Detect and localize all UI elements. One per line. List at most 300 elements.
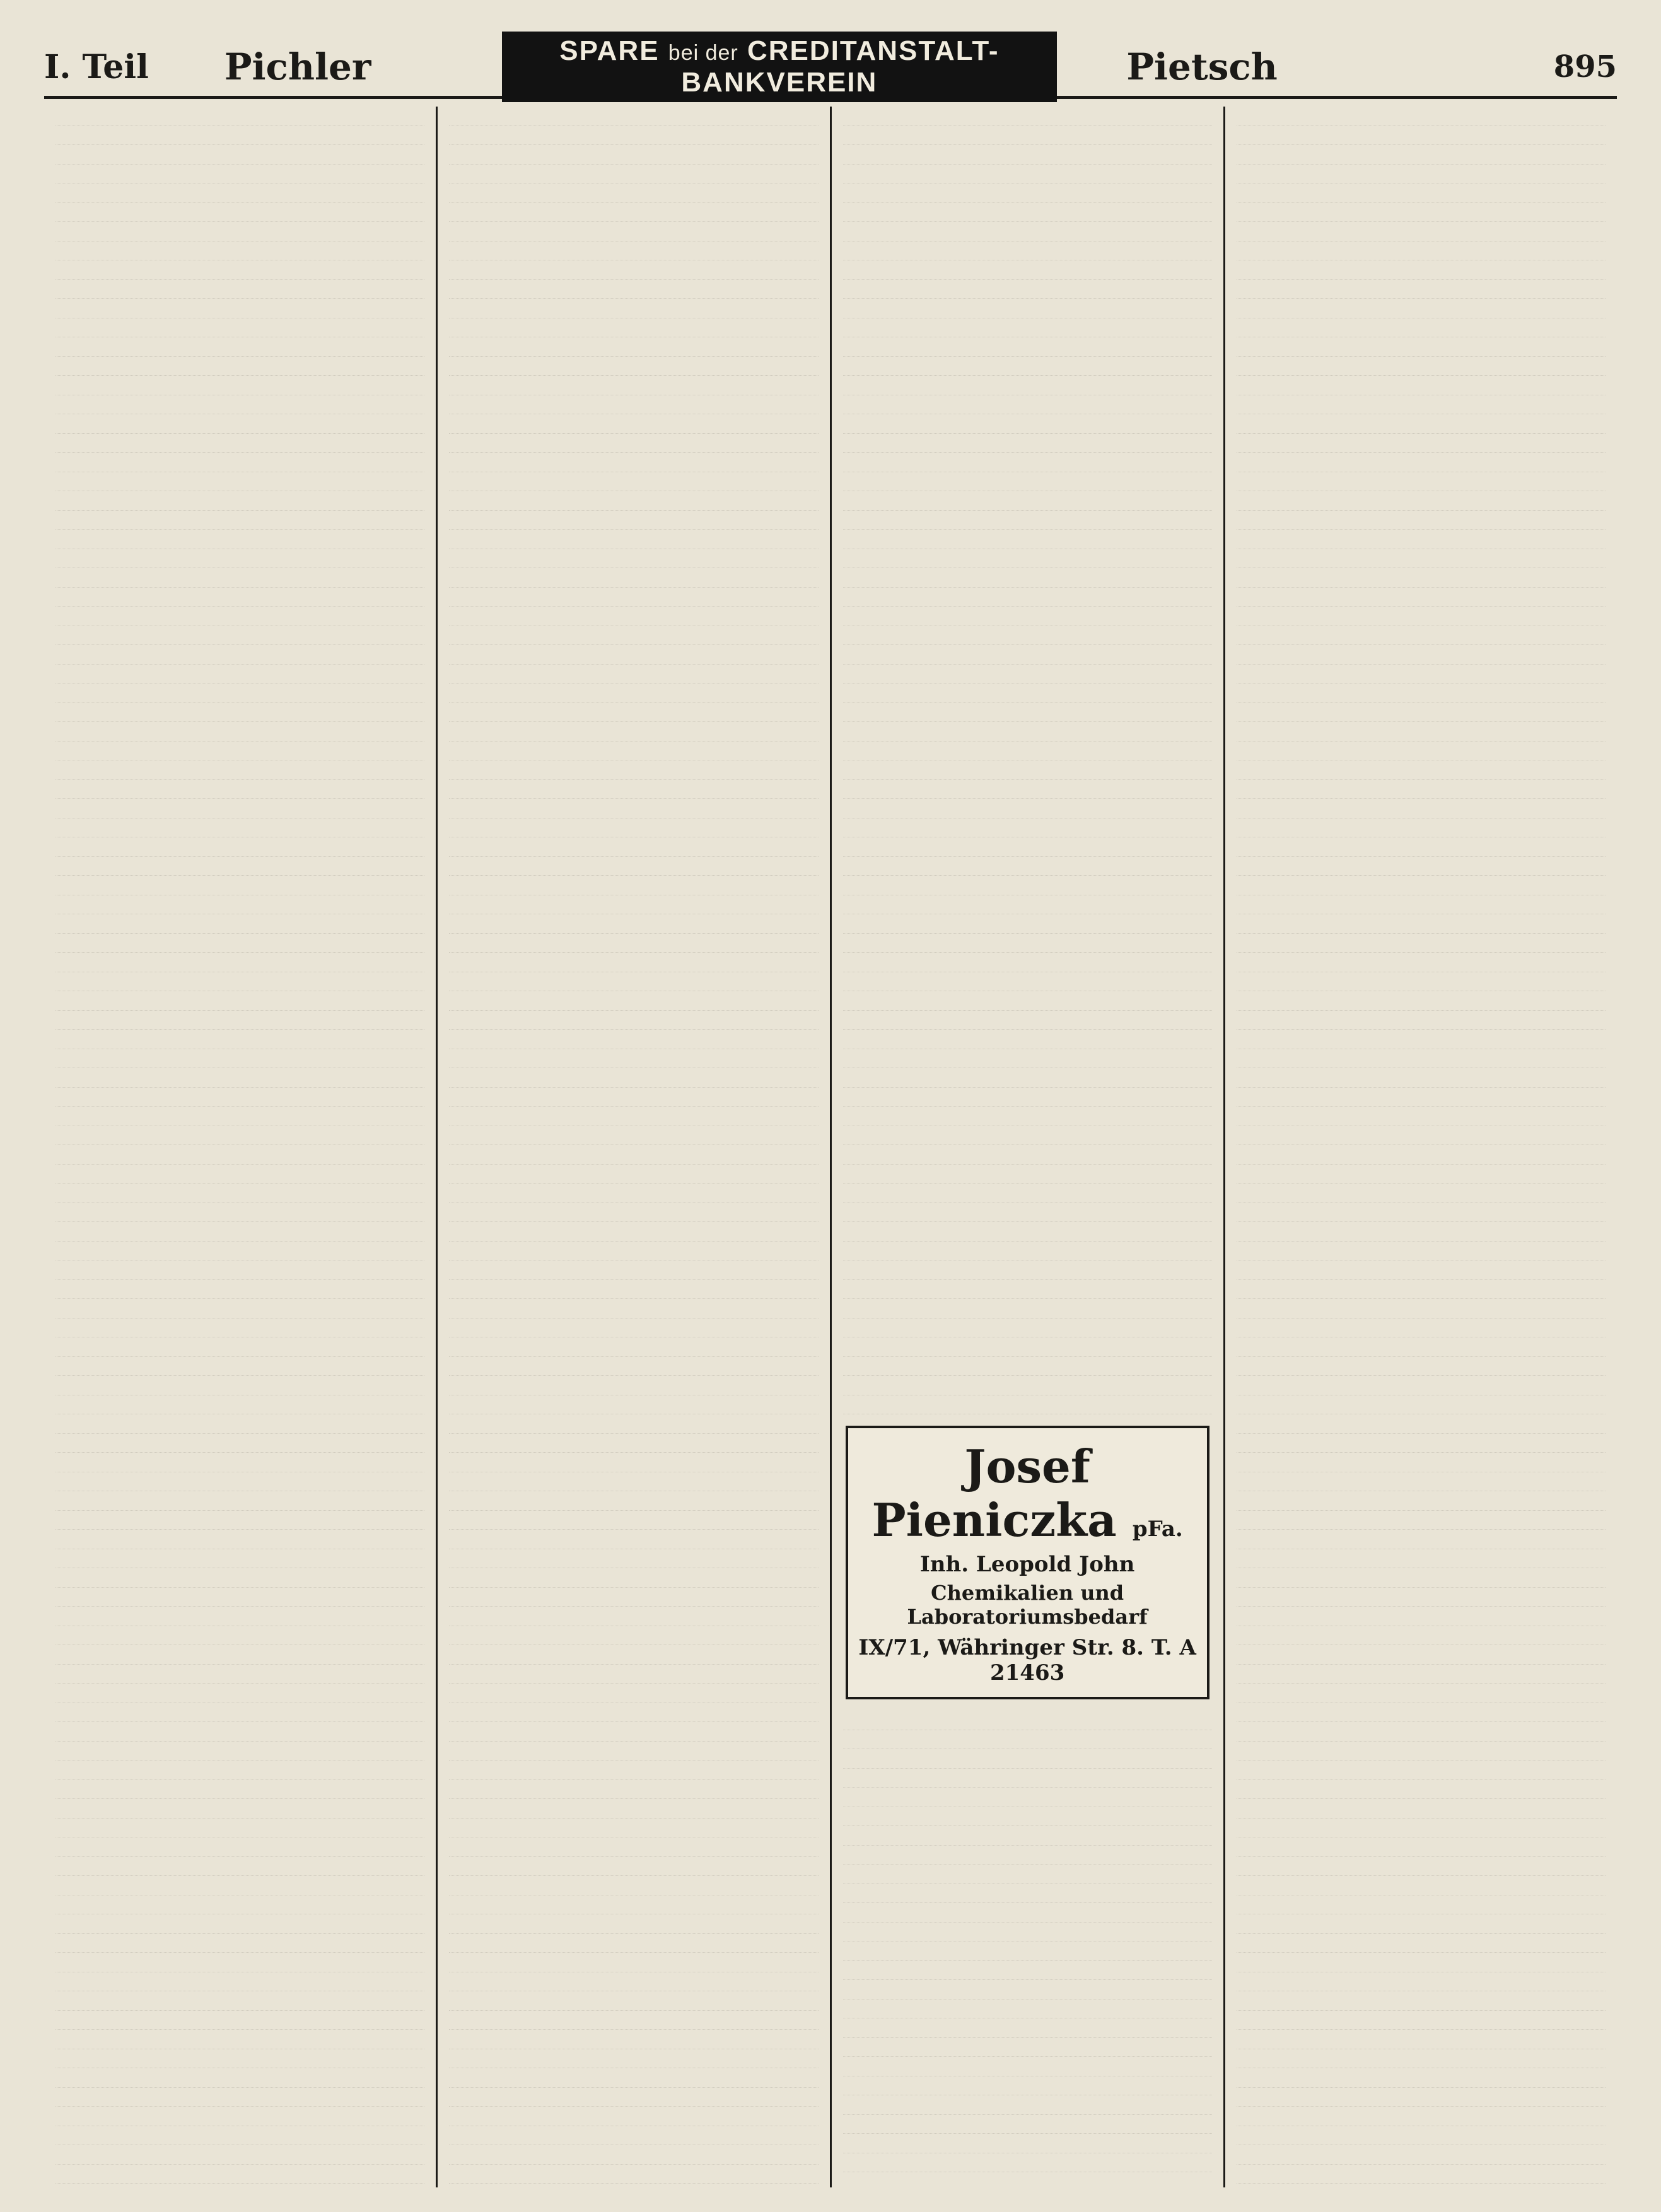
directory-entry	[1237, 684, 1606, 703]
directory-entry	[1237, 1260, 1606, 1280]
directory-entry	[843, 684, 1212, 703]
directory-entry	[449, 1780, 818, 1800]
directory-entry	[449, 1357, 818, 1377]
directory-entry	[55, 260, 424, 280]
page-header	[44, 35, 1617, 99]
directory-entry	[843, 1941, 1212, 1961]
column-3-bottom	[843, 1711, 1212, 2187]
directory-entry	[449, 1280, 818, 1300]
directory-entry	[55, 857, 424, 876]
directory-entry	[1237, 1203, 1606, 1223]
directory-entry	[449, 1568, 818, 1588]
directory-entry	[1237, 126, 1606, 146]
directory-entry	[1237, 2165, 1606, 2184]
directory-entry	[55, 1914, 424, 1934]
directory-entry	[1237, 318, 1606, 338]
directory-entry	[55, 2088, 424, 2107]
directory-entry	[449, 280, 818, 300]
directory-entry	[1237, 1434, 1606, 1453]
directory-entry	[449, 1299, 818, 1318]
directory-entry	[449, 376, 818, 395]
directory-entry	[55, 1568, 424, 1588]
directory-entry	[843, 1730, 1212, 1750]
directory-entry	[1237, 953, 1606, 972]
directory-entry	[449, 1953, 818, 1972]
directory-entry	[55, 2068, 424, 2088]
directory-entry	[55, 1511, 424, 1530]
directory-entry	[449, 126, 818, 146]
directory-entry	[55, 1337, 424, 1357]
directory-entry	[449, 1511, 818, 1530]
directory-entry	[1237, 2068, 1606, 2088]
advertiser-name	[854, 1440, 1201, 1547]
directory-entry	[55, 491, 424, 511]
directory-entry	[55, 742, 424, 761]
directory-entry	[55, 1857, 424, 1877]
directory-entry	[843, 472, 1212, 492]
directory-entry	[843, 1126, 1212, 1146]
directory-entry	[843, 1807, 1212, 1827]
directory-entry	[843, 511, 1212, 530]
banner-name: CREDITANSTALT-BANKVEREIN	[681, 35, 1000, 98]
directory-entry	[843, 818, 1212, 838]
directory-entry	[55, 357, 424, 376]
bank-banner	[502, 32, 1057, 102]
directory-entry	[449, 1242, 818, 1261]
directory-entry	[843, 2095, 1212, 2115]
directory-entry	[449, 472, 818, 492]
directory-entry	[1237, 1876, 1606, 1895]
directory-entry	[449, 722, 818, 742]
directory-entry	[449, 1684, 818, 1703]
directory-entry	[449, 357, 818, 376]
directory-entry	[843, 2038, 1212, 2058]
directory-entry	[1237, 203, 1606, 223]
directory-entry	[843, 1980, 1212, 2000]
directory-entry	[449, 1876, 818, 1895]
directory-entry	[55, 453, 424, 472]
directory-entry	[55, 1684, 424, 1703]
directory-entry	[1237, 1222, 1606, 1242]
directory-entry	[449, 914, 818, 934]
directory-entry	[449, 2184, 818, 2187]
directory-entry	[449, 1819, 818, 1838]
directory-entry	[1237, 895, 1606, 915]
directory-entry	[1237, 165, 1606, 184]
directory-entry	[1237, 2011, 1606, 2030]
directory-entry	[449, 818, 818, 838]
directory-entry	[55, 1184, 424, 1203]
directory-entry	[843, 395, 1212, 415]
directory-entry	[843, 2076, 1212, 2096]
directory-entry	[449, 876, 818, 895]
directory-entry	[55, 1607, 424, 1626]
directory-entry	[55, 760, 424, 780]
directory-entry	[449, 145, 818, 165]
directory-entry	[55, 991, 424, 1011]
directory-entry	[55, 1588, 424, 1607]
directory-entry	[1237, 818, 1606, 838]
directory-entry	[449, 1549, 818, 1569]
directory-entry	[449, 2030, 818, 2049]
directory-entry	[55, 2030, 424, 2049]
directory-entry	[1237, 1030, 1606, 1049]
directory-entry	[55, 2165, 424, 2184]
directory-entry	[449, 1722, 818, 1742]
directory-entry	[449, 491, 818, 511]
directory-entry	[1237, 1568, 1606, 1588]
directory-entry	[449, 1626, 818, 1646]
directory-entry	[55, 1222, 424, 1242]
directory-entry	[449, 1914, 818, 1934]
column-3-top	[843, 107, 1212, 1414]
directory-entry	[449, 453, 818, 472]
directory-entry	[843, 1884, 1212, 1904]
directory-entry	[1237, 1376, 1606, 1395]
directory-entry	[55, 1626, 424, 1646]
directory-entry	[449, 1434, 818, 1453]
directory-entry	[1237, 1665, 1606, 1684]
directory-entry	[55, 1068, 424, 1088]
directory-entry	[55, 1260, 424, 1280]
directory-entry	[843, 2018, 1212, 2038]
directory-entry	[449, 2011, 818, 2030]
directory-entry	[1237, 491, 1606, 511]
directory-entry	[449, 1665, 818, 1684]
directory-entry	[55, 1934, 424, 1953]
directory-entry	[843, 1711, 1212, 1730]
directory-entry	[1237, 1742, 1606, 1761]
directory-entry	[55, 568, 424, 588]
directory-entry	[843, 799, 1212, 818]
advertiser-name-text: Josef Pieniczka	[871, 1440, 1117, 1547]
directory-entry	[449, 203, 818, 223]
directory-entry	[55, 876, 424, 895]
directory-entry	[449, 1972, 818, 1992]
directory-entry	[1237, 280, 1606, 300]
directory-entry	[55, 607, 424, 626]
directory-entry	[1237, 742, 1606, 761]
directory-entry	[449, 799, 818, 818]
directory-entry	[843, 2115, 1212, 2134]
directory-entry	[1237, 357, 1606, 376]
lead-word: Pichler	[224, 45, 371, 88]
directory-entry	[843, 414, 1212, 434]
directory-entry	[449, 895, 818, 915]
directory-entry	[55, 703, 424, 723]
directory-entry	[843, 1165, 1212, 1184]
directory-entry	[55, 934, 424, 953]
directory-entry	[843, 299, 1212, 318]
directory-entry	[843, 1337, 1212, 1357]
directory-entry	[843, 126, 1212, 146]
directory-entry	[449, 1049, 818, 1069]
directory-entry	[843, 1903, 1212, 1923]
directory-entry	[55, 2107, 424, 2126]
directory-entry	[449, 1011, 818, 1030]
directory-entry	[55, 1530, 424, 1549]
directory-entry	[55, 1011, 424, 1030]
directory-entry	[1237, 260, 1606, 280]
directory-entry	[449, 2049, 818, 2069]
directory-entry	[449, 934, 818, 953]
directory-entry	[55, 895, 424, 915]
section-label: I. Teil	[44, 47, 149, 86]
directory-entry	[1237, 722, 1606, 742]
directory-entry	[1237, 1626, 1606, 1646]
directory-entry	[449, 107, 818, 126]
advertiser-suffix: pFa.	[1132, 1516, 1183, 1542]
directory-entry	[843, 626, 1212, 646]
directory-entry	[449, 991, 818, 1011]
directory-entry	[1237, 1857, 1606, 1877]
directory-entry	[843, 1222, 1212, 1242]
directory-entry	[449, 1088, 818, 1107]
directory-entry	[1237, 472, 1606, 492]
directory-entry	[1237, 1049, 1606, 1069]
directory-entry	[1237, 1337, 1606, 1357]
directory-entry	[843, 1749, 1212, 1769]
directory-entry	[55, 722, 424, 742]
directory-entry	[843, 588, 1212, 607]
directory-entry	[55, 1953, 424, 1972]
directory-entry	[843, 876, 1212, 895]
directory-entry	[1237, 645, 1606, 665]
directory-entry	[449, 165, 818, 184]
directory-entry	[1237, 1722, 1606, 1742]
directory-entry	[843, 1011, 1212, 1030]
directory-entry	[449, 1645, 818, 1665]
directory-entry	[449, 511, 818, 530]
directory-entry	[843, 1299, 1212, 1318]
directory-entry	[843, 914, 1212, 934]
directory-entry	[843, 242, 1212, 261]
directory-entry	[1237, 1165, 1606, 1184]
directory-entry	[1237, 1511, 1606, 1530]
directory-entry	[55, 684, 424, 703]
directory-entry	[1237, 972, 1606, 992]
directory-entry	[843, 2172, 1212, 2187]
directory-entry	[55, 183, 424, 203]
directory-entry	[843, 1846, 1212, 1865]
directory-entry	[449, 1126, 818, 1146]
directory-entry	[449, 1030, 818, 1049]
directory-entry	[1237, 914, 1606, 934]
directory-entry	[55, 1780, 424, 1800]
directory-entry	[449, 703, 818, 723]
directory-entry	[1237, 453, 1606, 472]
directory-entry	[55, 107, 424, 126]
directory-entry	[55, 1742, 424, 1761]
directory-entry	[449, 684, 818, 703]
trail-word: Pietsch	[1126, 45, 1278, 88]
directory-entry	[55, 1972, 424, 1992]
directory-entry	[449, 607, 818, 626]
directory-entry	[55, 549, 424, 569]
directory-entry	[449, 2107, 818, 2126]
directory-entry	[843, 1184, 1212, 1203]
directory-entry	[843, 645, 1212, 665]
directory-entry	[55, 1876, 424, 1895]
directory-entry	[449, 1607, 818, 1626]
directory-entry	[449, 1453, 818, 1472]
directory-entry	[55, 1837, 424, 1857]
directory-entry	[449, 742, 818, 761]
directory-entry	[1237, 222, 1606, 242]
directory-entry	[55, 222, 424, 242]
directory-entry	[1237, 799, 1606, 818]
directory-entry	[1237, 1819, 1606, 1838]
directory-entry	[1237, 1357, 1606, 1377]
directory-entry	[449, 1761, 818, 1780]
directory-entry	[843, 972, 1212, 992]
directory-entry	[1237, 1068, 1606, 1088]
directory-entry	[449, 645, 818, 665]
directory-entry	[1237, 299, 1606, 318]
directory-entry	[843, 1107, 1212, 1126]
directory-entry	[449, 1376, 818, 1395]
directory-entry	[55, 1645, 424, 1665]
directory-entry	[55, 1049, 424, 1069]
directory-entry	[55, 972, 424, 992]
directory-entry	[55, 1376, 424, 1395]
directory-entry	[449, 588, 818, 607]
directory-entry	[1237, 242, 1606, 261]
directory-entry	[449, 1414, 818, 1434]
directory-entry	[449, 242, 818, 261]
advertiser-address: IX/71, Währinger Str. 8. T. A 21463	[858, 1635, 1196, 1685]
directory-entry	[843, 1961, 1212, 1981]
directory-entry	[843, 837, 1212, 857]
directory-entry	[55, 1145, 424, 1165]
directory-entry	[449, 2165, 818, 2184]
directory-entry	[55, 1126, 424, 1146]
directory-entry	[449, 530, 818, 549]
directory-entry	[1237, 1184, 1606, 1203]
directory-entry	[55, 1414, 424, 1434]
directory-entry	[843, 2153, 1212, 2173]
directory-entry	[55, 2049, 424, 2069]
directory-entry	[55, 914, 424, 934]
directory-entry	[449, 857, 818, 876]
column-2	[438, 107, 831, 2187]
directory-entry	[843, 165, 1212, 184]
directory-entry	[843, 991, 1212, 1011]
directory-entry	[1237, 1145, 1606, 1165]
advertisement	[846, 1426, 1209, 1699]
directory-entry	[1237, 780, 1606, 800]
directory-entry	[55, 1203, 424, 1223]
directory-entry	[843, 222, 1212, 242]
directory-entry	[449, 395, 818, 415]
directory-entry	[843, 337, 1212, 357]
directory-entry	[55, 1107, 424, 1126]
directory-entry	[55, 1761, 424, 1780]
directory-entry	[1237, 1991, 1606, 2011]
directory-entry	[1237, 1703, 1606, 1723]
directory-entry	[843, 183, 1212, 203]
directory-entry	[1237, 2126, 1606, 2146]
directory-entry	[1237, 107, 1606, 126]
directory-entry	[55, 165, 424, 184]
directory-entry	[449, 2126, 818, 2146]
directory-entry	[449, 2068, 818, 2088]
directory-entry	[449, 1895, 818, 1915]
directory-entry	[843, 1923, 1212, 1942]
directory-entry	[1237, 703, 1606, 723]
directory-entry	[449, 1837, 818, 1857]
column-3	[832, 107, 1225, 2187]
directory-entry	[55, 395, 424, 415]
directory-entry	[1237, 876, 1606, 895]
directory-entry	[843, 1280, 1212, 1300]
directory-entry	[843, 1318, 1212, 1338]
directory-entry	[449, 260, 818, 280]
directory-entry	[449, 2145, 818, 2165]
directory-entry	[55, 818, 424, 838]
directory-entry	[843, 203, 1212, 223]
directory-entry	[1237, 1530, 1606, 1549]
directory-entry	[449, 760, 818, 780]
directory-entry	[55, 2011, 424, 2030]
directory-entry	[843, 1769, 1212, 1788]
directory-entry	[843, 1068, 1212, 1088]
directory-entry	[1237, 1895, 1606, 1915]
directory-entry	[1237, 1914, 1606, 1934]
directory-entry	[843, 607, 1212, 626]
directory-entry	[55, 434, 424, 453]
directory-entry	[843, 2057, 1212, 2076]
directory-entry	[55, 1991, 424, 2011]
directory-entry	[843, 318, 1212, 338]
directory-entry	[55, 299, 424, 318]
directory-entry	[55, 414, 424, 434]
directory-entry	[449, 414, 818, 434]
directory-entry	[843, 780, 1212, 800]
directory-entry	[449, 1337, 818, 1357]
directory-entry	[843, 1357, 1212, 1377]
directory-entry	[449, 1991, 818, 2011]
directory-entry	[449, 1588, 818, 1607]
directory-entry	[55, 1318, 424, 1338]
directory-entry	[1237, 1684, 1606, 1703]
directory-entry	[1237, 607, 1606, 626]
directory-entry	[843, 491, 1212, 511]
directory-entry	[449, 1222, 818, 1242]
directory-entry	[1237, 2184, 1606, 2187]
directory-entry	[1237, 1953, 1606, 1972]
directory-entry	[843, 434, 1212, 453]
directory-entry	[55, 318, 424, 338]
directory-entry	[449, 1165, 818, 1184]
directory-entry	[449, 1184, 818, 1203]
directory-entry	[1237, 1607, 1606, 1626]
directory-entry	[449, 1260, 818, 1280]
directory-entry	[55, 530, 424, 549]
directory-entry	[55, 1165, 424, 1184]
directory-entry	[1237, 934, 1606, 953]
directory-entry	[55, 799, 424, 818]
directory-entry	[55, 1722, 424, 1742]
directory-entry	[843, 1030, 1212, 1049]
directory-entry	[843, 742, 1212, 761]
directory-entry	[843, 1826, 1212, 1846]
directory-entry	[843, 145, 1212, 165]
directory-entry	[1237, 1780, 1606, 1800]
directory-entry	[55, 1799, 424, 1819]
directory-entry	[449, 1742, 818, 1761]
directory-entry	[843, 665, 1212, 684]
